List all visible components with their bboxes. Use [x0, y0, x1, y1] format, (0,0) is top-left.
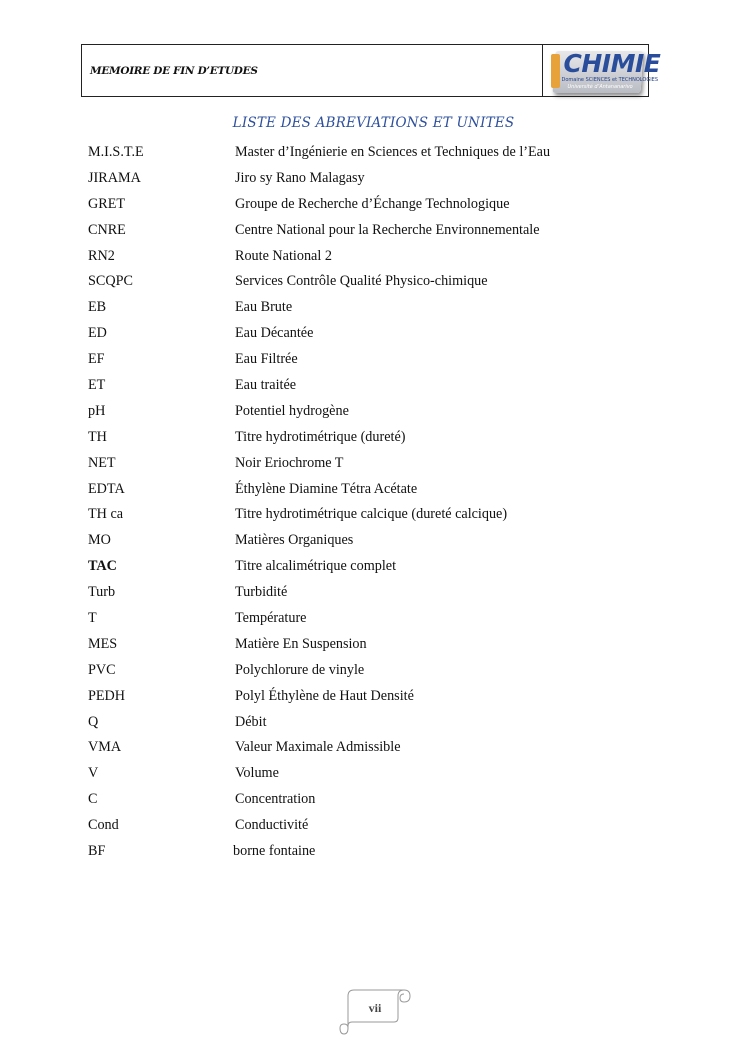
header-logo-cell — [542, 45, 661, 96]
list-item — [0, 660, 745, 686]
abbreviation: T — [88, 610, 97, 627]
list-item — [0, 142, 745, 168]
abbreviation: MO — [88, 532, 111, 549]
definition: Services Contrôle Qualité Physico-chimique — [235, 273, 488, 290]
definition: Valeur Maximale Admissible — [235, 739, 401, 756]
list-item — [0, 841, 745, 867]
list-item — [0, 504, 745, 530]
definition: Polychlorure de vinyle — [235, 661, 365, 678]
logo-side-band — [551, 54, 560, 88]
definition: Volume — [235, 765, 279, 782]
list-item — [0, 582, 745, 608]
abbreviation: TH — [88, 428, 107, 445]
definition: Route National 2 — [235, 247, 332, 264]
list-item — [0, 168, 745, 194]
abbreviation: NET — [88, 454, 116, 471]
abbreviation: EB — [88, 299, 107, 316]
list-item — [0, 349, 745, 375]
list-item — [0, 737, 745, 763]
abbreviation: Q — [88, 713, 99, 730]
abbreviation: V — [88, 765, 99, 782]
definition: Eau Décantée — [235, 325, 314, 342]
list-item — [0, 763, 745, 789]
list-item — [0, 789, 745, 815]
list-item — [0, 401, 745, 427]
definition: Jiro sy Rano Malagasy — [235, 169, 365, 186]
abbreviation: TAC — [88, 558, 117, 575]
abbreviation: PEDH — [88, 687, 126, 704]
abbreviation: EF — [88, 351, 105, 368]
definition: Potentiel hydrogène — [235, 402, 349, 419]
abbreviation: VMA — [88, 739, 122, 756]
definition: Titre hydrotimétrique (dureté) — [235, 428, 406, 445]
page-header — [81, 44, 661, 97]
abbreviation: GRET — [88, 195, 126, 212]
definition: borne fontaine — [233, 843, 316, 860]
abbreviation: CNRE — [88, 221, 126, 238]
list-item — [0, 530, 745, 556]
definition: Matières Organiques — [235, 532, 354, 549]
list-item — [0, 712, 745, 738]
definition: Titre hydrotimétrique calcique (dureté calcique) — [235, 506, 508, 523]
list-item — [0, 246, 745, 272]
definition: Eau Filtrée — [235, 351, 298, 368]
list-item — [0, 271, 745, 297]
definition: Eau Brute — [235, 299, 293, 316]
definition: Eau traitée — [235, 377, 297, 394]
abbreviation: ED — [88, 325, 107, 342]
abbreviation: C — [88, 791, 98, 808]
list-item — [0, 479, 745, 505]
abbreviation: ET — [88, 377, 106, 394]
abbreviation: BF — [88, 843, 106, 860]
list-heading: LISTE DES ABREVIATIONS ET UNITES — [232, 115, 515, 131]
abbreviation: pH — [88, 402, 106, 419]
page-number-scroll — [338, 984, 408, 1034]
list-item — [0, 686, 745, 712]
list-item — [0, 297, 745, 323]
list-item — [0, 608, 745, 634]
list-item — [0, 634, 745, 660]
header-title: MEMOIRE DE FIN D’ETUDES — [90, 64, 258, 77]
definition: Débit — [235, 713, 267, 730]
abbreviation: Cond — [88, 817, 119, 834]
list-item — [0, 427, 745, 453]
list-item — [0, 323, 745, 349]
list-item — [0, 556, 745, 582]
definition: Polyl Éthylène de Haut Densité — [235, 687, 414, 704]
definition: Master d’Ingénierie en Sciences et Techniques de l’Eau — [235, 144, 551, 160]
abbreviation: Turb — [88, 584, 116, 601]
abbreviation: SCQPC — [88, 273, 133, 290]
definition: Noir Eriochrome T — [235, 454, 344, 471]
abbreviation: TH ca — [88, 506, 124, 523]
definition: Température — [235, 610, 307, 627]
definition: Turbidité — [235, 584, 288, 601]
list-heading-wrap — [0, 114, 745, 132]
abbreviation: MES — [88, 635, 118, 652]
definition: Centre National pour la Recherche Environnementale — [235, 221, 540, 238]
definition: Matière En Suspension — [235, 635, 367, 652]
definition: Conductivité — [235, 817, 309, 834]
logo-subtitle-2: Université d’Antananarivo — [567, 83, 633, 90]
definition: Titre alcalimétrique complet — [235, 558, 397, 575]
abbreviation-list — [0, 142, 745, 867]
abbreviation: M.I.S.T.E — [88, 144, 144, 160]
page-number: vii — [368, 1001, 382, 1015]
logo-subtitle: Domaine SCIENCES et TECHNOLOGIES — [561, 76, 659, 83]
list-item — [0, 453, 745, 479]
list-item — [0, 375, 745, 401]
abbreviation: EDTA — [88, 480, 125, 497]
list-item — [0, 220, 745, 246]
list-item — [0, 815, 745, 841]
abbreviation: RN2 — [88, 247, 115, 264]
definition: Concentration — [235, 791, 316, 808]
list-item — [0, 194, 745, 220]
definition: Groupe de Recherche d’Échange Technologique — [235, 195, 510, 212]
definition: Éthylène Diamine Tétra Acétate — [235, 480, 418, 497]
logo-word: CHIMIE — [563, 48, 661, 78]
abbreviation: PVC — [88, 661, 116, 678]
abbreviation: JIRAMA — [88, 169, 141, 186]
chimie-logo — [548, 48, 661, 94]
